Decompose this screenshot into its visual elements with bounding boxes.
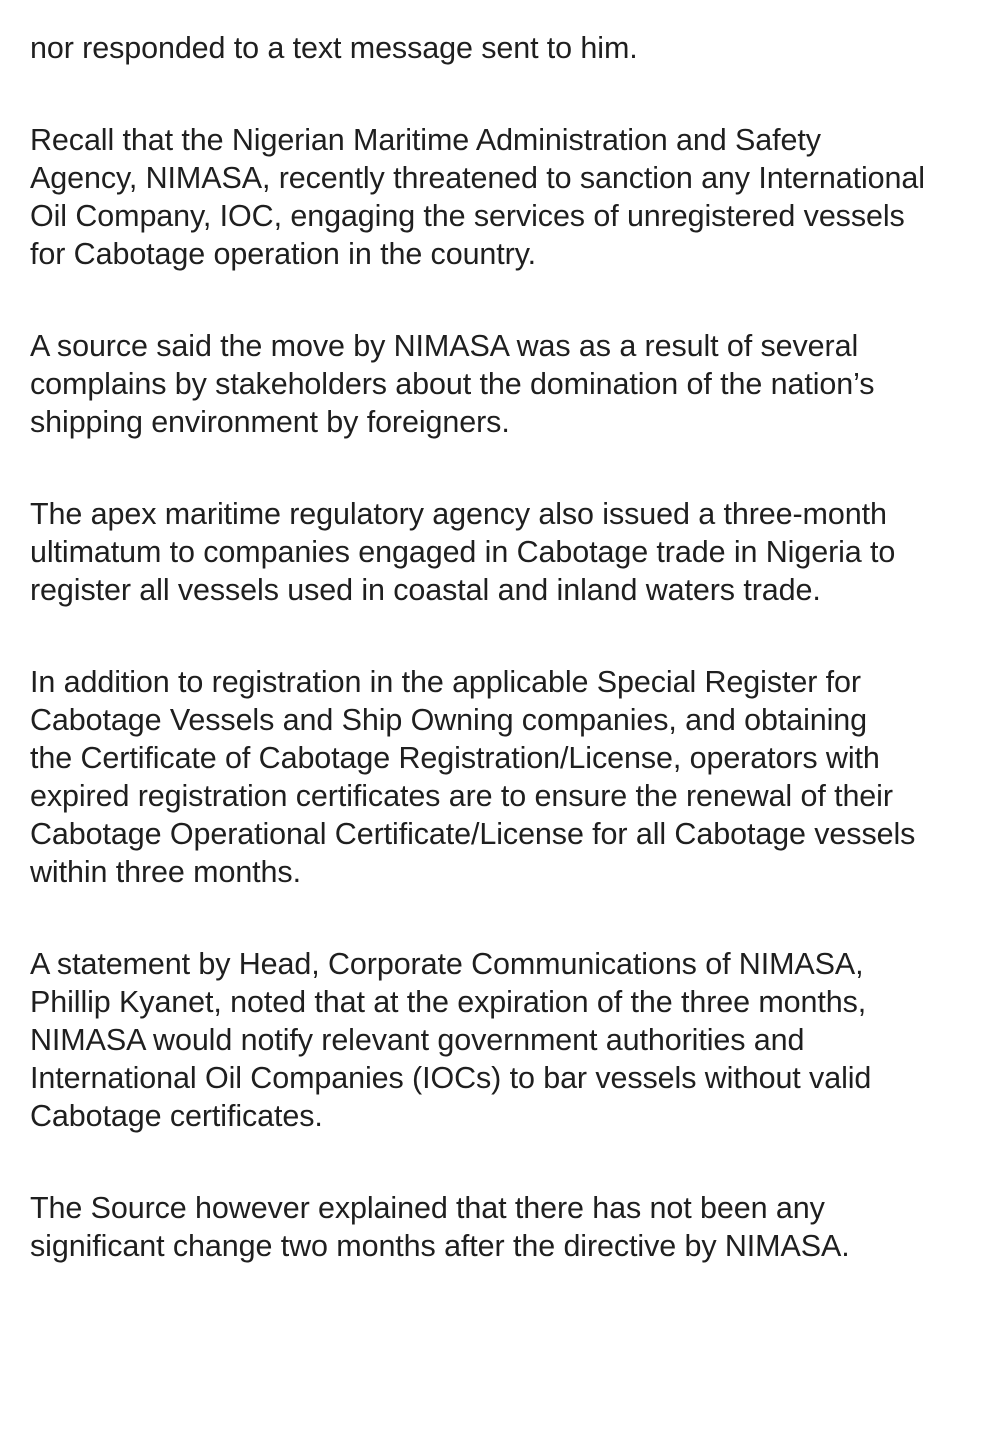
article-paragraph: The apex maritime regulatory agency also issued a three-month ultimatum to companies engaged in Cabotage trade in Nigeria to register all vessels used in coastal and inland waters trade. xyxy=(30,497,896,607)
article-paragraph: The Source however explained that there has not been any significant change two months after the directive by NIMASA. xyxy=(30,1191,850,1263)
article-body xyxy=(30,29,980,1265)
article-paragraph: Recall that the Nigerian Maritime Administration and Safety Agency, NIMASA, recently threatened to sanction any International Oil Company, IOC, engaging the services of unregistered vessels for Cabotage operation in the country. xyxy=(30,123,925,271)
article-paragraph: nor responded to a text message sent to him. xyxy=(30,31,638,65)
article-paragraph: A source said the move by NIMASA was as a result of several complains by stakeholders about the domination of the nation’s shipping environment by foreigners. xyxy=(30,329,875,439)
article-paragraph: In addition to registration in the applicable Special Register for Cabotage Vessels and Ship Owning companies, and obtaining the Certificate of Cabotage Registration/License, operators with expired registration certificates are to ensure the renewal of their Cabotage Operational Certificate/License for all Cabotage vessels within three months. xyxy=(30,665,916,889)
article-paragraph: A statement by Head, Corporate Communications of NIMASA, Phillip Kyanet, noted that at the expiration of the three months, NIMASA would notify relevant government authorities and International Oil Companies (IOCs) to bar vessels without valid Cabotage certificates. xyxy=(30,947,872,1133)
